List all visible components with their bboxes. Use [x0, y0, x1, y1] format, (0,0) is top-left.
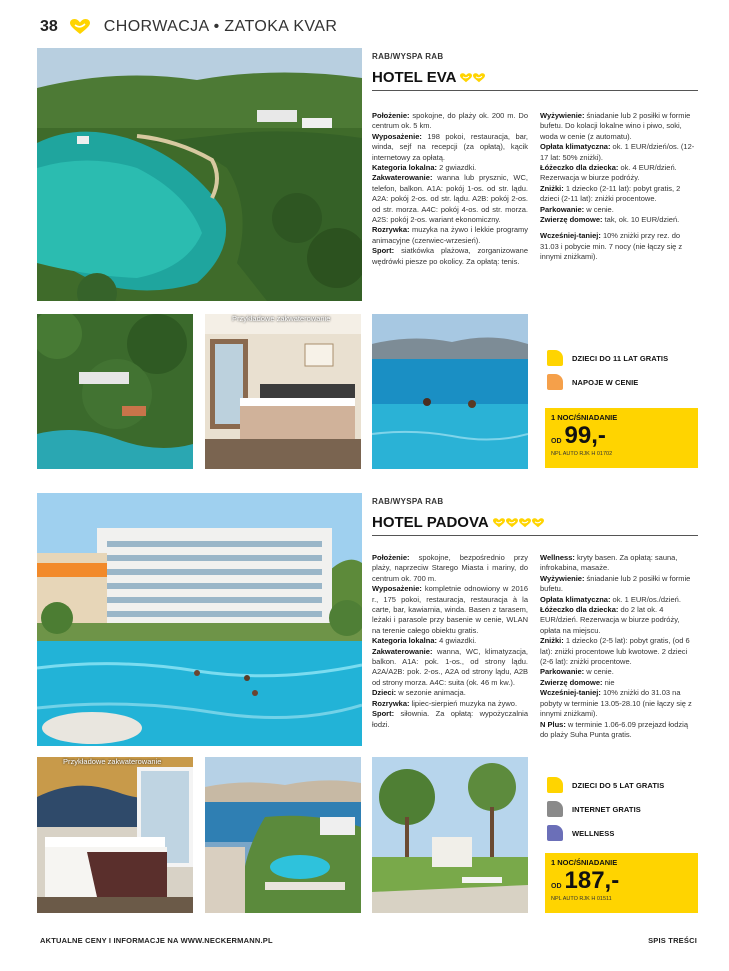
- feature-badge: [547, 374, 638, 390]
- badge-flag-icon: [547, 374, 563, 390]
- description-paragraph: [372, 163, 528, 173]
- badge-label: DZIECI DO 11 LAT GRATIS: [572, 353, 669, 363]
- hotel-eva-divider: [372, 90, 698, 91]
- page-header: [40, 14, 337, 40]
- badge-label: INTERNET GRATIS: [572, 804, 641, 814]
- hotel-eva-rating-hearts: [460, 73, 486, 83]
- description-paragraph: [540, 163, 697, 184]
- description-paragraph: [540, 111, 697, 142]
- description-paragraph: [372, 132, 528, 163]
- badge-flag-icon: [547, 801, 563, 817]
- description-label: Położenie:: [372, 111, 410, 120]
- description-label: Dzieci:: [372, 688, 397, 698]
- description-paragraph: [540, 605, 697, 636]
- description-text: kompletnie odnowiony w 2016 r., 175 pokoi, restauracja, restauracja à la carte, bar, kawiarnia, winda. Basen z tarasem, leżaki i parasole przy basenie w cenie, WLAN na terenie całego obiektu gratis.: [372, 584, 528, 635]
- heart-logo-icon: [70, 19, 90, 35]
- hotel-eva-swimming-photo: [372, 314, 528, 469]
- description-text: wanna, WC, klimatyzacja, balkon. A1A: pok. 1-os., od strony lądu. A2A/A2B: pok. 2-os., A2A od strony lądu, A2B od strony morza. A4C: suita (ok. 46 m kw.).: [372, 646, 528, 687]
- hotel-eva-location: RAB/WYSPA RAB: [372, 52, 444, 61]
- description-paragraph: [372, 584, 528, 636]
- description-paragraph: [540, 142, 697, 163]
- hotel-eva-room-photo: [205, 314, 361, 469]
- hotel-padova-name-text: HOTEL PADOVA: [372, 514, 489, 531]
- description-text: śniadanie lub 2 posiłki w formie bufetu.: [540, 573, 691, 594]
- hotel-padova-price-od: OD: [551, 883, 562, 890]
- hotel-padova-garden-photo: [372, 757, 528, 913]
- description-paragraph: [372, 636, 528, 646]
- hotel-padova-price-value: 187,-: [564, 867, 620, 894]
- hotel-eva-price-code: NPL AUTO RJK H 01702: [551, 451, 613, 457]
- feature-badge: [547, 777, 664, 793]
- hotel-eva-description-col1: [372, 111, 528, 267]
- section-title: CHORWACJA • ZATOKA KVAR: [103, 18, 338, 35]
- description-label: Wyposażenie:: [372, 131, 422, 141]
- hotel-padova-description-col1: [372, 553, 528, 730]
- hotel-padova-photo-caption: Przykładowe zakwaterowanie: [63, 757, 162, 766]
- rating-heart-icon: [473, 73, 485, 83]
- description-text: ok. 1 EUR/os./dzień.: [610, 594, 681, 604]
- description-paragraph: [372, 699, 528, 709]
- description-text: do 2 lat ok. 4 EUR/dzień. Rezerwacja w biurze podróży, opłata na miejscu.: [540, 605, 680, 635]
- rating-heart-icon: [532, 518, 544, 528]
- footer-website-link[interactable]: AKTUALNE CENY I INFORMACJE NA WWW.NECKERMANN.PL: [40, 936, 273, 945]
- hotel-eva-name: [372, 69, 698, 86]
- description-label: Zniżki:: [540, 183, 564, 193]
- description-paragraph: [540, 678, 697, 688]
- badge-label: WELLNESS: [572, 828, 615, 838]
- description-label: Kategoria lokalna:: [372, 636, 438, 646]
- description-paragraph: [540, 636, 697, 667]
- description-paragraph: [372, 553, 528, 584]
- description-text: w terminie 1.06-6.09 przejazd łodzią do plaży Suha Punta gratis.: [540, 719, 688, 739]
- description-text: wanna lub prysznic, WC, telefon, balkon. A1A: pokój 1-os. od str. lądu. A2A: pokój 2-os. od str. lądu. A2B: pokój 2-os. od str. morza. A4C: pokój 4-os. od str. morza. A2S: pokój 2-os. wariant ekonomiczny.: [372, 173, 528, 225]
- description-text: lipiec-sierpień muzyka na żywo.: [409, 698, 518, 708]
- hotel-padova-description-col2: [540, 553, 697, 740]
- description-text: ok. 1 EUR/dzień/os. (12-17 lat: 50% zniżki).: [540, 142, 695, 162]
- badge-flag-icon: [547, 350, 563, 366]
- description-paragraph: [540, 553, 697, 574]
- rating-heart-icon: [493, 518, 505, 528]
- description-paragraph: [540, 215, 697, 225]
- description-paragraph: [540, 574, 697, 595]
- description-paragraph: [540, 667, 697, 677]
- description-text: 10% zniżki do 31.03 na pobyty w terminie 13.05-28.10 (nie łączy się z innymi zniżkami).: [540, 688, 692, 719]
- badge-flag-icon: [547, 777, 563, 793]
- description-label: Opłata klimatyczna:: [540, 142, 611, 152]
- description-paragraph: [540, 231, 697, 262]
- description-paragraph: [372, 173, 528, 225]
- hotel-eva-price-box[interactable]: [545, 408, 698, 468]
- description-text: 1 dziecko (2-5 lat): pobyt gratis, (od 6 lat): zniżki procentowe lub kwotowe. 2 dzieci (2-6 lat): zniżki procentowe.: [540, 636, 690, 667]
- description-text: 1 dziecko (2-11 lat): pobyt gratis, 2 dzieci (2-11 lat): zniżki procentowe.: [540, 183, 681, 204]
- description-label: Wcześniej-taniej:: [540, 688, 601, 698]
- description-text: w cenie.: [584, 204, 614, 214]
- description-label: Zwierzę domowe:: [540, 677, 603, 687]
- hotel-padova-room-photo: [37, 757, 193, 913]
- description-text: 4 gwiazdki.: [437, 636, 477, 646]
- hotel-padova-main-photo: [37, 493, 362, 746]
- description-label: Zakwaterowanie:: [372, 173, 433, 183]
- description-paragraph: [372, 647, 528, 689]
- hotel-padova-price-box[interactable]: [545, 853, 698, 913]
- hotel-padova-header: [372, 497, 698, 536]
- description-paragraph: [372, 225, 528, 246]
- description-text: siatkówka plażowa, zorganizowane wędrówki piesze po okolicy. Za opłatą: tenis.: [372, 246, 528, 266]
- hotel-padova-divider: [372, 535, 698, 536]
- description-label: Parkowanie:: [540, 204, 585, 214]
- rating-heart-icon: [460, 73, 472, 83]
- description-paragraph: [540, 184, 697, 205]
- hotel-padova-aerial-photo: [205, 757, 361, 913]
- description-text: kryty basen. Za opłatą: sauna, infrokabina, masaże.: [540, 553, 678, 573]
- hotel-eva-price-label: 1 NOC/ŚNIADANIE: [551, 413, 618, 422]
- hotel-padova-price-code: NPL AUTO RJK H 01511: [551, 896, 612, 902]
- description-paragraph: [540, 595, 697, 605]
- description-label: Wyżywienie:: [540, 111, 585, 120]
- description-paragraph: [372, 246, 528, 267]
- description-label: Wellness:: [540, 553, 575, 562]
- rating-heart-icon: [519, 518, 531, 528]
- badge-label: DZIECI DO 5 LAT GRATIS: [572, 780, 665, 790]
- description-text: 10% zniżki przy rez. do 31.03 i pobycie min. 7 nocy (nie łączy się z innymi zniżkami).: [540, 231, 683, 262]
- badge-label: NAPOJE W CENIE: [572, 377, 639, 387]
- description-label: Wyposażenie:: [372, 584, 422, 594]
- hotel-eva-main-photo: [37, 48, 362, 301]
- description-label: Opłata klimatyczna:: [540, 594, 611, 604]
- description-paragraph: [540, 205, 697, 215]
- description-label: N Plus:: [540, 719, 566, 729]
- hotel-padova-price-label: 1 NOC/ŚNIADANIE: [551, 858, 618, 867]
- description-label: Parkowanie:: [540, 667, 585, 677]
- description-label: Wyżywienie:: [540, 573, 585, 583]
- description-label: Sport:: [372, 709, 395, 719]
- feature-badge: [547, 825, 614, 841]
- hotel-eva-price-value: 99,-: [564, 422, 606, 449]
- hotel-eva-price-od: OD: [551, 438, 562, 445]
- description-text: śniadanie lub 2 posiłki w formie bufetu. Do kolacji lokalne wino i piwo, soki, woda w cenie (z automatu).: [540, 111, 691, 141]
- description-paragraph: [372, 688, 528, 698]
- page-number: 38: [40, 18, 58, 35]
- feature-badge: [547, 801, 641, 817]
- description-label: Zakwaterowanie:: [372, 646, 433, 656]
- description-paragraph: [540, 688, 697, 719]
- footer-table-of-contents-link[interactable]: SPIS TREŚCI: [648, 936, 697, 945]
- hotel-eva-description-col2: [540, 111, 697, 263]
- description-text: w sezonie animacja.: [396, 688, 466, 698]
- description-text: 198 pokoi, restauracja, bar, winda, sejf na recepcji (za opłatą), kącik internetowy za opłatą.: [372, 131, 528, 162]
- feature-badge: [547, 350, 668, 366]
- description-text: spokojne, do plaży ok. 200 m. Do centrum ok. 5 km.: [372, 111, 528, 131]
- description-text: ok. 4 EUR/dzień. Rezerwacja w biurze podróży.: [540, 163, 677, 183]
- description-paragraph: [372, 709, 528, 730]
- rating-heart-icon: [506, 518, 518, 528]
- description-label: Zwierzę domowe:: [540, 215, 603, 225]
- description-text: tak, ok. 10 EUR/dzień.: [602, 215, 680, 225]
- description-label: Kategoria lokalna:: [372, 163, 438, 173]
- description-label: Położenie:: [372, 553, 410, 562]
- hotel-eva-name-text: HOTEL EVA: [372, 69, 457, 86]
- description-label: Łóżeczko dla dziecka:: [540, 605, 619, 615]
- hotel-eva-aerial-photo: [37, 314, 193, 469]
- hotel-padova-location: RAB/WYSPA RAB: [372, 497, 444, 506]
- description-text: w cenie.: [584, 667, 614, 677]
- description-label: Sport:: [372, 246, 395, 256]
- description-paragraph: [372, 111, 528, 132]
- description-label: Łóżeczko dla dziecka:: [540, 163, 619, 173]
- description-label: Wcześniej-taniej:: [540, 231, 601, 241]
- description-text: 2 gwiazdki.: [437, 163, 477, 173]
- description-text: spokojne, bezpośrednio przy plaży, naprzeciw Starego Miasta i mariny, do centrum ok. 700 m.: [372, 553, 528, 583]
- hotel-eva-photo-caption: Przykładowe zakwaterowanie: [232, 314, 331, 323]
- description-label: Zniżki:: [540, 636, 564, 646]
- hotel-padova-rating-hearts: [493, 518, 545, 528]
- hotel-padova-name: [372, 514, 698, 531]
- description-text: siłownia. Za opłatą: wypożyczalnia łodzi.: [372, 709, 528, 729]
- description-label: Rozrywka:: [372, 225, 410, 235]
- badge-flag-icon: [547, 825, 563, 841]
- description-text: nie: [602, 677, 615, 687]
- description-paragraph: [540, 720, 697, 741]
- description-label: Rozrywka:: [372, 698, 410, 708]
- hotel-eva-header: [372, 52, 698, 91]
- description-text: muzyka na żywo i lekkie programy animacyjne (czerwiec-wrzesień).: [372, 225, 528, 245]
